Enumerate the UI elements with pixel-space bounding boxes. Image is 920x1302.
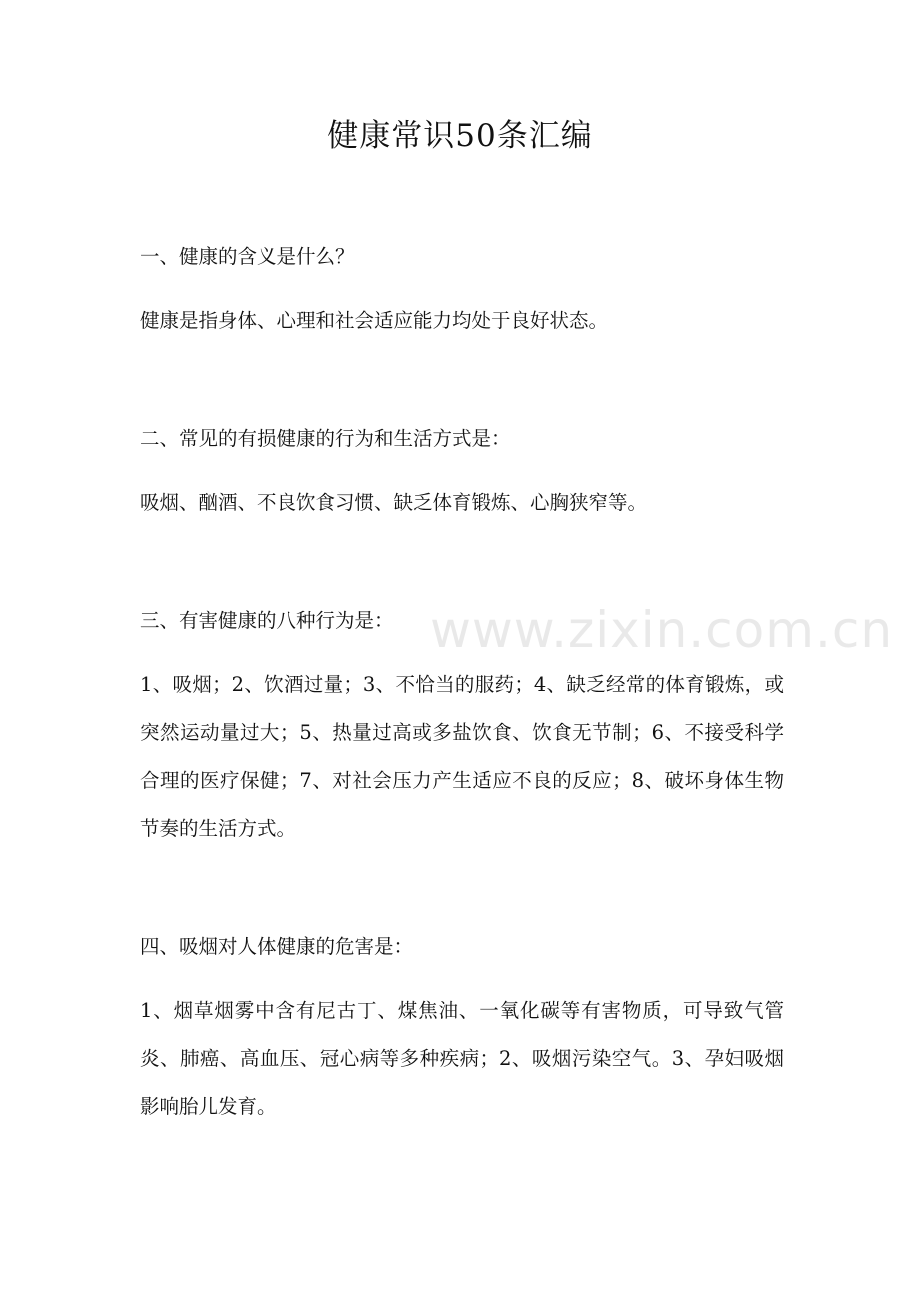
section-heading: 四、吸烟对人体健康的危害是： [140, 935, 414, 958]
section-body: 健康是指身体、心理和社会适应能力均处于良好状态。 [140, 309, 609, 332]
section-3 [140, 597, 784, 853]
document-title: 健康常识50条汇编 [327, 118, 593, 154]
section-2 [140, 415, 784, 527]
section-body: 1、吸烟；2、饮酒过量；3、不恰当的服药；4、缺乏经常的体育锻炼，或突然运动量过大；5、热量过高或多盐饮食、饮食无节制；6、不接受科学合理的医疗保健；7、对社会压力产生适应不良的反应；8、破坏身体生物节奏的生活方式。 [140, 673, 784, 840]
section-4 [140, 923, 784, 1131]
section-heading: 一、健康的含义是什么？ [140, 245, 355, 268]
section-body: 吸烟、酗酒、不良饮食习惯、缺乏体育锻炼、心胸狭窄等。 [140, 491, 648, 514]
section-body: 1、烟草烟雾中含有尼古丁、煤焦油、一氧化碳等有害物质，可导致气管炎、肺癌、高血压、冠心病等多种疾病；2、吸烟污染空气。3、孕妇吸烟影响胎儿发育。 [140, 999, 784, 1118]
section-heading: 三、有害健康的八种行为是： [140, 609, 394, 632]
section-1 [140, 233, 784, 345]
section-heading: 二、常见的有损健康的行为和生活方式是： [140, 427, 511, 450]
watermark: www.zixin.com.cn [430, 601, 894, 659]
